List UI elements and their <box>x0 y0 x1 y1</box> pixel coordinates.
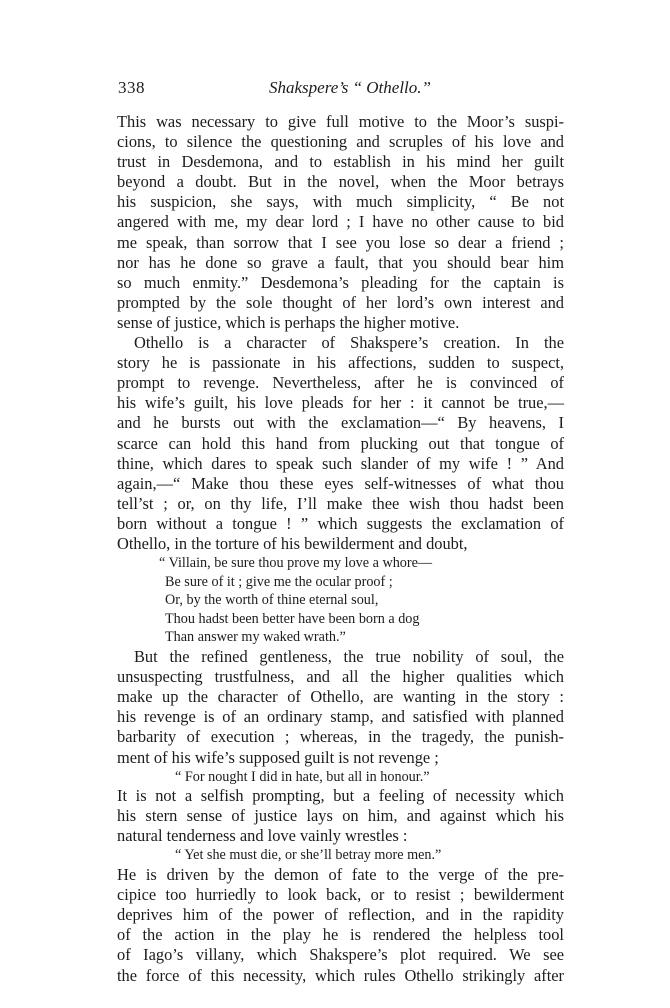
text-line: trust in Desdemona, and to establish in his mind her guilt <box>117 152 564 172</box>
quote-line: Be sure of it ; give me the ocular proof ; <box>165 573 393 590</box>
text-line: born without a tongue ! ” which suggests the exclamation of <box>117 513 564 533</box>
page-number: 338 <box>118 78 145 97</box>
text-line: again,—“ Make thou these eyes self-witnesses of what thou <box>117 473 564 493</box>
text-line: natural tenderness and love vainly wrestles : <box>117 826 408 846</box>
quote-line: Or, by the worth of thine eternal soul, <box>165 592 379 609</box>
text-line: thine, which dares to speak such slander of my wife ! ” And <box>117 453 564 473</box>
text-line: nor has he done so grave a fault, that you should bear him <box>117 252 564 272</box>
running-title: Shakspere’s “ Othello.” <box>269 78 431 97</box>
text-line: beyond a doubt. But in the novel, when the Moor betrays <box>117 172 564 192</box>
text-line: so much enmity.” Desdemona’s pleading for the captain is <box>117 272 564 292</box>
quote-must-die: “ Yet she must die, or she’ll betray more men.” <box>175 847 442 864</box>
paragraph-3 <box>117 647 564 768</box>
text-line: sense of justice, which is perhaps the higher motive. <box>117 312 460 332</box>
quote-line: Than answer my waked wrath.” <box>165 629 346 646</box>
text-line: This was necessary to give full motive to the Moor’s suspi- <box>117 112 564 131</box>
text-line: prompt to revenge. Nevertheless, after he is convinced of <box>117 373 564 393</box>
paragraph-1 <box>117 112 564 333</box>
text-line: his wife’s guilt, his love pleads for her : it cannot be true,— <box>117 393 564 413</box>
paragraph-5 <box>117 865 564 986</box>
paragraph-2 <box>117 333 564 554</box>
text-line: He is driven by the demon of fate to the verge of the pre- <box>117 865 564 885</box>
text-line: Othello is a character of Shakspere’s creation. In the <box>134 333 564 353</box>
quote-line: “ Villain, be sure thou prove my love a whore— <box>159 555 433 572</box>
text-line: deprives him of the power of reflection, and in the rapidity <box>117 905 564 925</box>
quote-line: Thou hadst been better have been born a dog <box>165 610 420 627</box>
text-line: barbarity of execution ; whereas, in the tragedy, the punish- <box>117 727 564 747</box>
text-line: cipice too hurriedly to look back, or to resist ; bewilderment <box>117 885 564 905</box>
text-line: angered with me, my dear lord ; I have no other cause to bid <box>117 212 564 232</box>
text-line: me speak, than sorrow that I see you lose so dear a friend ; <box>117 232 564 252</box>
text-line: But the refined gentleness, the true nobility of soul, the <box>134 647 564 667</box>
quote-honour: “ For nought I did in hate, but all in honour.” <box>175 768 430 785</box>
text-line: scarce can hold this hand from plucking out that tongue of <box>117 433 564 453</box>
text-line: Othello, in the torture of his bewilderment and doubt, <box>117 533 468 553</box>
text-line: his suspicion, she says, with much simplicity, “ Be not <box>117 192 564 212</box>
text-line: story he is passionate in his affections, sudden to suspect, <box>117 353 564 373</box>
text-line: the force of this necessity, which rules Othello strikingly after <box>117 965 564 985</box>
text-line: unsuspecting trustfulness, and all the higher qualities which <box>117 667 564 687</box>
text-line: make up the character of Othello, are wanting in the story : <box>117 687 564 707</box>
text-line: cions, to silence the questioning and scruples of his love and <box>117 132 564 152</box>
page-header <box>118 78 562 102</box>
block-quote-villain <box>117 554 564 647</box>
text-line: of Iago’s villany, which Shakspere’s plot required. We see <box>117 945 564 965</box>
text-line: tell’st ; or, on thy life, I’ll make thee wish thou hadst been <box>117 493 564 513</box>
text-line: It is not a selfish prompting, but a feeling of necessity which <box>117 786 564 806</box>
text-line: ment of his wife’s supposed guilt is not revenge ; <box>117 747 439 767</box>
text-line: his stern sense of justice lays on him, and against which his <box>117 806 564 826</box>
text-line: of the action in the play he is rendered the helpless tool <box>117 925 564 945</box>
text-line: and he bursts out with the exclamation—“ By heavens, I <box>117 413 564 433</box>
text-line: his revenge is of an ordinary stamp, and satisfied with planned <box>117 707 564 727</box>
body-text <box>117 112 564 986</box>
text-line: prompted by the sole thought of her lord’s own interest and <box>117 292 564 312</box>
paragraph-4 <box>117 786 564 846</box>
